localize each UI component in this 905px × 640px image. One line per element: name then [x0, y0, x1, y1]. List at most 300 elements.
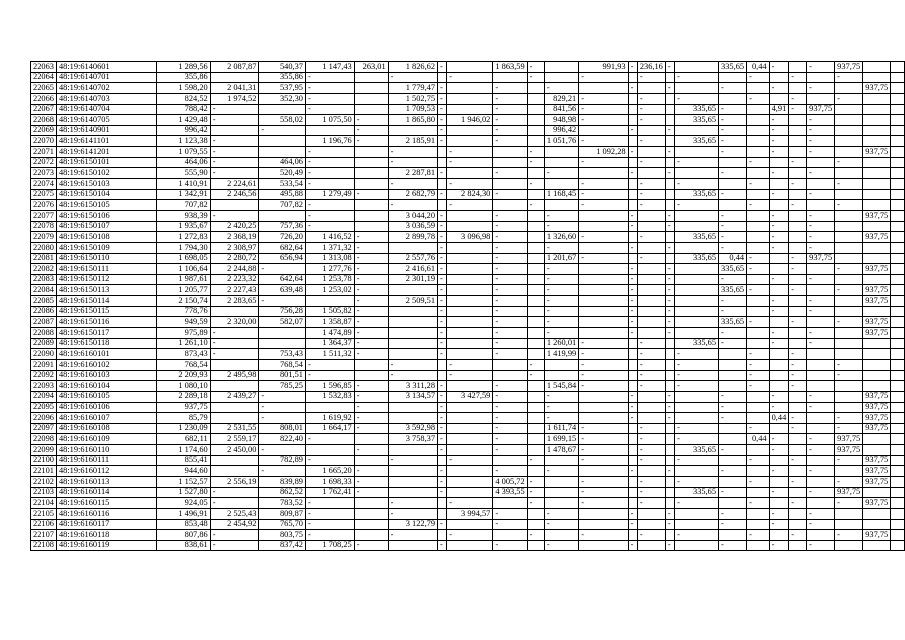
value-cell — [807, 455, 835, 466]
value-cell: 975,89 — [156, 328, 210, 339]
value-cell — [769, 381, 789, 392]
value-cell — [807, 370, 835, 381]
value-cell: - — [438, 317, 447, 328]
table-row — [31, 253, 905, 264]
value-cell: - — [527, 455, 544, 466]
value-cell: - — [807, 189, 835, 200]
value-cell — [388, 476, 437, 487]
value-cell — [354, 147, 388, 158]
value-cell: - — [719, 519, 747, 530]
value-cell: - — [447, 359, 493, 370]
cadastral-code-cell: 48:19:6141201 — [56, 147, 156, 158]
value-cell: - — [527, 62, 544, 73]
value-cell — [527, 381, 544, 392]
value-cell: 335,65 — [719, 285, 747, 296]
value-cell — [493, 498, 527, 509]
value-cell: 839,89 — [259, 476, 306, 487]
value-cell: - — [354, 189, 388, 200]
value-cell: 1 289,56 — [156, 62, 210, 73]
value-cell: 937,75 — [863, 466, 891, 477]
value-cell: - — [835, 93, 863, 104]
value-cell — [354, 221, 388, 232]
value-cell — [675, 147, 719, 158]
value-cell: - — [579, 498, 628, 509]
value-cell: 4,91 — [769, 104, 789, 115]
value-cell: - — [665, 306, 674, 317]
value-cell — [579, 508, 628, 519]
value-cell: 801,51 — [259, 370, 306, 381]
value-cell — [835, 168, 863, 179]
value-cell: - — [807, 508, 835, 519]
value-cell: - — [789, 476, 807, 487]
value-cell: - — [835, 498, 863, 509]
value-cell — [835, 381, 863, 392]
value-cell: - — [493, 328, 527, 339]
value-cell: - — [747, 179, 770, 190]
table-row — [31, 125, 905, 136]
value-cell — [527, 242, 544, 253]
data-table — [30, 61, 905, 551]
row-id-cell: 22093 — [31, 381, 57, 392]
value-cell — [628, 72, 637, 83]
cadastral-code-cell: 48:19:6150110 — [56, 253, 156, 264]
value-cell: - — [747, 264, 770, 275]
value-cell — [863, 242, 891, 253]
value-cell — [447, 381, 493, 392]
table-row — [31, 434, 905, 445]
cadastral-code-cell: 48:19:6150109 — [56, 242, 156, 253]
value-cell — [354, 72, 388, 83]
value-cell — [438, 498, 447, 509]
value-cell — [438, 147, 447, 158]
value-cell: - — [354, 242, 388, 253]
row-id-cell: 22095 — [31, 402, 57, 413]
value-cell — [447, 274, 493, 285]
value-cell: 1 474,89 — [305, 328, 354, 339]
cadastral-code-cell: 48:19:6150114 — [56, 296, 156, 307]
value-cell: - — [305, 200, 354, 211]
value-cell — [665, 455, 674, 466]
value-cell — [665, 476, 674, 487]
value-cell — [527, 285, 544, 296]
value-cell: - — [493, 274, 527, 285]
value-cell: - — [493, 104, 527, 115]
value-cell: - — [493, 210, 527, 221]
value-cell — [637, 508, 665, 519]
value-cell: - — [665, 317, 674, 328]
value-cell: - — [388, 359, 437, 370]
value-cell — [891, 62, 905, 73]
value-cell: - — [210, 147, 259, 158]
value-cell: - — [388, 508, 437, 519]
value-cell — [891, 179, 905, 190]
value-cell: - — [438, 232, 447, 243]
value-cell — [527, 296, 544, 307]
value-cell — [675, 306, 719, 317]
value-cell: - — [305, 221, 354, 232]
value-cell — [447, 328, 493, 339]
value-cell — [789, 508, 807, 519]
table-row — [31, 179, 905, 190]
value-cell — [835, 242, 863, 253]
value-cell: - — [438, 306, 447, 317]
value-cell: - — [675, 349, 719, 360]
value-cell — [747, 232, 770, 243]
value-cell — [747, 274, 770, 285]
value-cell: - — [807, 115, 835, 126]
value-cell: - — [354, 317, 388, 328]
cadastral-code-cell: 48:19:6160105 — [56, 391, 156, 402]
value-cell: - — [527, 200, 544, 211]
value-cell: 937,75 — [156, 402, 210, 413]
value-cell: 1 709,53 — [388, 104, 437, 115]
value-cell: - — [719, 466, 747, 477]
value-cell — [544, 498, 578, 509]
value-cell: - — [210, 210, 259, 221]
value-cell: - — [438, 285, 447, 296]
cadastral-code-cell: 48:19:6150116 — [56, 317, 156, 328]
row-id-cell: 22092 — [31, 370, 57, 381]
value-cell — [891, 328, 905, 339]
value-cell — [305, 125, 354, 136]
value-cell — [447, 62, 493, 73]
value-cell: 1 935,67 — [156, 221, 210, 232]
value-cell: - — [769, 62, 789, 73]
value-cell — [769, 285, 789, 296]
cadastral-code-cell: 48:19:6160114 — [56, 487, 156, 498]
value-cell: 2 454,92 — [210, 519, 259, 530]
value-cell: - — [628, 274, 637, 285]
value-cell: - — [388, 455, 437, 466]
value-cell: 707,82 — [156, 200, 210, 211]
value-cell — [388, 328, 437, 339]
value-cell: - — [628, 147, 637, 158]
value-cell — [438, 157, 447, 168]
value-cell: 2 185,91 — [388, 136, 437, 147]
value-cell: - — [747, 370, 770, 381]
value-cell — [835, 221, 863, 232]
value-cell — [665, 157, 674, 168]
value-cell: - — [493, 402, 527, 413]
value-cell: 937,75 — [835, 487, 863, 498]
value-cell: - — [665, 540, 674, 551]
value-cell: - — [438, 210, 447, 221]
value-cell: - — [493, 83, 527, 94]
value-cell: - — [305, 93, 354, 104]
cadastral-code-cell: 48:19:6150112 — [56, 274, 156, 285]
value-cell: 873,43 — [156, 349, 210, 360]
value-cell: - — [628, 413, 637, 424]
table-row — [31, 274, 905, 285]
value-cell: - — [354, 487, 388, 498]
value-cell: - — [579, 445, 628, 456]
value-cell: - — [719, 115, 747, 126]
value-cell: 2 283,65 — [210, 296, 259, 307]
value-cell: - — [637, 157, 665, 168]
value-cell — [628, 455, 637, 466]
value-cell: - — [769, 445, 789, 456]
value-cell: 937,75 — [863, 83, 891, 94]
value-cell — [675, 317, 719, 328]
value-cell: - — [438, 423, 447, 434]
value-cell: 937,75 — [863, 147, 891, 158]
value-cell: 1 708,25 — [305, 540, 354, 551]
value-cell — [891, 381, 905, 392]
value-cell: 3 122,79 — [388, 519, 437, 530]
value-cell — [447, 210, 493, 221]
value-cell: 355,86 — [156, 72, 210, 83]
cadastral-code-cell: 48:19:6160118 — [56, 530, 156, 541]
value-cell: 1 201,67 — [544, 253, 578, 264]
value-cell: 785,25 — [259, 381, 306, 392]
value-cell: - — [544, 413, 578, 424]
value-cell: - — [747, 253, 770, 264]
value-cell — [747, 221, 770, 232]
value-cell: - — [719, 540, 747, 551]
value-cell — [527, 391, 544, 402]
value-cell — [719, 349, 747, 360]
value-cell — [789, 466, 807, 477]
value-cell — [891, 296, 905, 307]
value-cell — [637, 168, 665, 179]
value-cell: - — [493, 423, 527, 434]
value-cell: 1 419,99 — [544, 349, 578, 360]
value-cell: - — [305, 179, 354, 190]
value-cell: 1 277,76 — [305, 264, 354, 275]
value-cell: - — [807, 62, 835, 73]
row-id-cell: 22075 — [31, 189, 57, 200]
value-cell: - — [628, 306, 637, 317]
value-cell — [807, 72, 835, 83]
value-cell: - — [665, 519, 674, 530]
table-row — [31, 540, 905, 551]
value-cell: 937,75 — [863, 285, 891, 296]
value-cell: 464,06 — [259, 157, 306, 168]
table-row — [31, 498, 905, 509]
value-cell: 1 196,76 — [305, 136, 354, 147]
row-id-cell: 22088 — [31, 328, 57, 339]
value-cell: 582,07 — [259, 317, 306, 328]
value-cell: - — [769, 210, 789, 221]
value-cell: - — [493, 338, 527, 349]
value-cell: - — [747, 93, 770, 104]
value-cell — [388, 338, 437, 349]
value-cell: 3 311,28 — [388, 381, 437, 392]
value-cell — [527, 338, 544, 349]
value-cell — [747, 338, 770, 349]
value-cell — [447, 104, 493, 115]
value-cell — [835, 147, 863, 158]
value-cell: 2 531,55 — [210, 423, 259, 434]
value-cell: 0,44 — [747, 434, 770, 445]
value-cell: - — [544, 540, 578, 551]
cadastral-code-cell: 48:19:6140702 — [56, 83, 156, 94]
cadastral-code-cell: 48:19:6140701 — [56, 72, 156, 83]
cadastral-code-cell: 48:19:6160110 — [56, 445, 156, 456]
value-cell — [719, 200, 747, 211]
value-cell — [447, 285, 493, 296]
value-cell — [807, 157, 835, 168]
value-cell — [305, 445, 354, 456]
value-cell: - — [388, 200, 437, 211]
value-cell: 2 439,27 — [210, 391, 259, 402]
value-cell — [579, 210, 628, 221]
cadastral-code-cell: 48:19:6140705 — [56, 115, 156, 126]
value-cell — [719, 423, 747, 434]
value-cell: - — [807, 391, 835, 402]
value-cell — [354, 210, 388, 221]
value-cell: - — [769, 434, 789, 445]
value-cell: - — [747, 317, 770, 328]
value-cell: - — [544, 285, 578, 296]
value-cell — [807, 285, 835, 296]
value-cell: - — [769, 274, 789, 285]
value-cell: - — [665, 221, 674, 232]
value-cell: - — [637, 338, 665, 349]
value-cell: - — [789, 253, 807, 264]
value-cell — [527, 264, 544, 275]
value-cell — [527, 306, 544, 317]
value-cell — [719, 157, 747, 168]
value-cell: - — [637, 487, 665, 498]
value-cell — [807, 317, 835, 328]
value-cell: 1 260,01 — [544, 338, 578, 349]
row-id-cell: 22107 — [31, 530, 57, 541]
value-cell: - — [527, 72, 544, 83]
value-cell — [447, 306, 493, 317]
value-cell — [527, 328, 544, 339]
value-cell: - — [807, 445, 835, 456]
value-cell: - — [438, 189, 447, 200]
value-cell: 1 502,75 — [388, 93, 437, 104]
row-id-cell: 22108 — [31, 540, 57, 551]
value-cell: 1 279,49 — [305, 189, 354, 200]
value-cell: - — [628, 540, 637, 551]
value-cell — [665, 200, 674, 211]
value-cell — [719, 93, 747, 104]
value-cell: - — [354, 232, 388, 243]
value-cell — [835, 274, 863, 285]
table-row — [31, 306, 905, 317]
value-cell: 464,06 — [156, 157, 210, 168]
value-cell — [388, 317, 437, 328]
value-cell: 1 075,50 — [305, 115, 354, 126]
value-cell — [527, 274, 544, 285]
value-cell: - — [438, 221, 447, 232]
value-cell — [388, 445, 437, 456]
value-cell: - — [675, 498, 719, 509]
value-cell — [891, 125, 905, 136]
value-cell — [835, 328, 863, 339]
value-cell: - — [637, 253, 665, 264]
value-cell — [447, 93, 493, 104]
table-row — [31, 62, 905, 73]
value-cell: - — [438, 338, 447, 349]
table-row — [31, 402, 905, 413]
value-cell — [891, 242, 905, 253]
value-cell: 1 051,76 — [544, 136, 578, 147]
value-cell: - — [354, 413, 388, 424]
value-cell: - — [675, 370, 719, 381]
value-cell: 1 665,20 — [305, 466, 354, 477]
value-cell: - — [769, 466, 789, 477]
value-cell — [891, 285, 905, 296]
value-cell: - — [447, 530, 493, 541]
value-cell: - — [665, 147, 674, 158]
value-cell — [863, 179, 891, 190]
value-cell — [665, 530, 674, 541]
value-cell — [665, 104, 674, 115]
row-id-cell: 22077 — [31, 210, 57, 221]
value-cell: - — [807, 136, 835, 147]
value-cell — [891, 221, 905, 232]
value-cell — [447, 445, 493, 456]
value-cell: - — [438, 62, 447, 73]
value-cell: 937,75 — [863, 210, 891, 221]
value-cell — [527, 349, 544, 360]
value-cell: - — [388, 179, 437, 190]
value-cell: - — [807, 296, 835, 307]
value-cell — [891, 487, 905, 498]
cadastral-code-cell: 48:19:6160111 — [56, 455, 156, 466]
value-cell — [527, 168, 544, 179]
value-cell — [447, 136, 493, 147]
value-cell: - — [579, 423, 628, 434]
value-cell: - — [438, 540, 447, 551]
value-cell: - — [719, 83, 747, 94]
value-cell: 1 261,10 — [156, 338, 210, 349]
value-cell — [637, 391, 665, 402]
value-cell: 707,82 — [259, 200, 306, 211]
value-cell — [863, 104, 891, 115]
value-cell: - — [447, 157, 493, 168]
value-cell — [354, 200, 388, 211]
value-cell — [493, 370, 527, 381]
value-cell: - — [305, 72, 354, 83]
value-cell: - — [637, 200, 665, 211]
value-cell: - — [789, 349, 807, 360]
value-cell — [579, 391, 628, 402]
value-cell — [447, 434, 493, 445]
value-cell — [447, 296, 493, 307]
value-cell: - — [527, 147, 544, 158]
value-cell: - — [769, 232, 789, 243]
value-cell: - — [493, 381, 527, 392]
value-cell — [835, 232, 863, 243]
value-cell: - — [493, 508, 527, 519]
value-cell: - — [637, 349, 665, 360]
value-cell — [665, 423, 674, 434]
value-cell: 726,20 — [259, 232, 306, 243]
value-cell: 639,48 — [259, 285, 306, 296]
value-cell — [447, 423, 493, 434]
value-cell: 2 041,31 — [210, 83, 259, 94]
value-cell — [835, 519, 863, 530]
value-cell: 335,65 — [675, 445, 719, 456]
cadastral-code-cell: 48:19:6150118 — [56, 338, 156, 349]
value-cell — [789, 296, 807, 307]
value-cell: - — [544, 466, 578, 477]
row-id-cell: 22068 — [31, 115, 57, 126]
value-cell: 558,02 — [259, 115, 306, 126]
value-cell — [527, 402, 544, 413]
value-cell: 1 326,60 — [544, 232, 578, 243]
value-cell: 0,44 — [747, 62, 770, 73]
value-cell — [769, 476, 789, 487]
value-cell: 944,60 — [156, 466, 210, 477]
value-cell — [891, 370, 905, 381]
value-cell: 949,59 — [156, 317, 210, 328]
